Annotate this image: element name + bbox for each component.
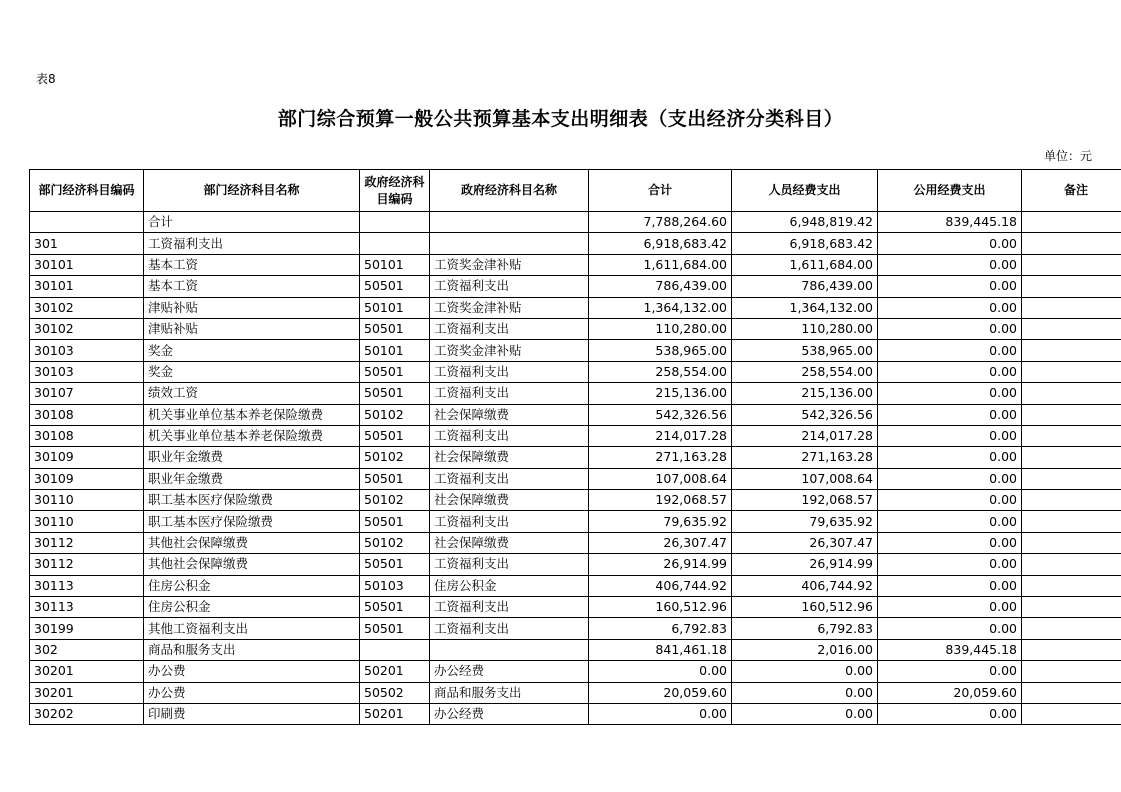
cell-gov-code: 50501 [360, 318, 430, 339]
cell-total: 192,068.57 [589, 490, 732, 511]
cell-gov-code: 50501 [360, 511, 430, 532]
cell-dept-code: 301 [30, 233, 144, 254]
cell-dept-name: 基本工资 [144, 254, 360, 275]
cell-gov-code [360, 233, 430, 254]
unit-label: 单位：元 [1043, 149, 1092, 163]
cell-dept-code: 30102 [30, 297, 144, 318]
cell-gov-code: 50501 [360, 468, 430, 489]
cell-remark [1022, 383, 1121, 404]
cell-personnel: 215,136.00 [732, 383, 878, 404]
cell-remark [1022, 661, 1121, 682]
cell-dept-name: 机关事业单位基本养老保险缴费 [144, 404, 360, 425]
cell-dept-code: 30201 [30, 661, 144, 682]
table-row [30, 383, 1121, 404]
cell-dept-name: 住房公积金 [144, 575, 360, 596]
cell-dept-name: 住房公积金 [144, 597, 360, 618]
cell-gov-name: 工资福利支出 [430, 383, 589, 404]
table-row [30, 511, 1121, 532]
cell-gov-name: 社会保障缴费 [430, 447, 589, 468]
table-row [30, 661, 1121, 682]
header-total: 合计 [589, 170, 732, 212]
cell-public: 0.00 [878, 575, 1022, 596]
cell-dept-code: 302 [30, 639, 144, 660]
cell-remark [1022, 425, 1121, 446]
cell-dept-name: 职业年金缴费 [144, 447, 360, 468]
cell-remark [1022, 212, 1121, 233]
cell-dept-code: 30110 [30, 511, 144, 532]
header-personnel: 人员经费支出 [732, 170, 878, 212]
cell-gov-code: 50101 [360, 254, 430, 275]
cell-public: 839,445.18 [878, 212, 1022, 233]
cell-gov-name: 工资福利支出 [430, 318, 589, 339]
cell-total: 1,611,684.00 [589, 254, 732, 275]
cell-personnel: 26,914.99 [732, 554, 878, 575]
cell-public: 0.00 [878, 233, 1022, 254]
cell-dept-name: 印刷费 [144, 703, 360, 724]
cell-gov-name: 社会保障缴费 [430, 532, 589, 553]
cell-remark [1022, 254, 1121, 275]
cell-public: 0.00 [878, 618, 1022, 639]
cell-gov-code [360, 212, 430, 233]
table-row [30, 254, 1121, 275]
table-row [30, 404, 1121, 425]
cell-dept-name: 津贴补贴 [144, 297, 360, 318]
cell-dept-name: 基本工资 [144, 276, 360, 297]
cell-public: 0.00 [878, 361, 1022, 382]
cell-public: 0.00 [878, 597, 1022, 618]
cell-total: 1,364,132.00 [589, 297, 732, 318]
cell-personnel: 214,017.28 [732, 425, 878, 446]
table-body [30, 212, 1121, 725]
cell-dept-name: 绩效工资 [144, 383, 360, 404]
cell-remark [1022, 233, 1121, 254]
cell-remark [1022, 361, 1121, 382]
cell-total: 271,163.28 [589, 447, 732, 468]
cell-dept-name: 其他工资福利支出 [144, 618, 360, 639]
cell-public: 0.00 [878, 425, 1022, 446]
table-row [30, 703, 1121, 724]
cell-gov-name: 社会保障缴费 [430, 490, 589, 511]
cell-public: 0.00 [878, 703, 1022, 724]
cell-total: 20,059.60 [589, 682, 732, 703]
table-row [30, 618, 1121, 639]
cell-dept-code: 30102 [30, 318, 144, 339]
cell-personnel: 107,008.64 [732, 468, 878, 489]
cell-gov-code [360, 639, 430, 660]
table-row [30, 447, 1121, 468]
cell-total: 7,788,264.60 [589, 212, 732, 233]
cell-remark [1022, 511, 1121, 532]
cell-personnel: 110,280.00 [732, 318, 878, 339]
cell-dept-code: 30112 [30, 532, 144, 553]
cell-personnel: 271,163.28 [732, 447, 878, 468]
cell-gov-code: 50501 [360, 276, 430, 297]
cell-dept-name: 机关事业单位基本养老保险缴费 [144, 425, 360, 446]
cell-personnel: 192,068.57 [732, 490, 878, 511]
cell-gov-name [430, 639, 589, 660]
table-row [30, 361, 1121, 382]
budget-table [29, 169, 1121, 725]
table-row [30, 340, 1121, 361]
cell-dept-code: 30108 [30, 425, 144, 446]
cell-gov-code: 50501 [360, 618, 430, 639]
cell-gov-code: 50501 [360, 361, 430, 382]
table-row [30, 233, 1121, 254]
cell-personnel: 1,611,684.00 [732, 254, 878, 275]
cell-gov-name: 工资福利支出 [430, 554, 589, 575]
cell-gov-code: 50201 [360, 661, 430, 682]
cell-remark [1022, 618, 1121, 639]
cell-gov-name: 工资奖金津补贴 [430, 297, 589, 318]
cell-total: 841,461.18 [589, 639, 732, 660]
cell-personnel: 1,364,132.00 [732, 297, 878, 318]
cell-personnel: 538,965.00 [732, 340, 878, 361]
cell-remark [1022, 468, 1121, 489]
cell-public: 0.00 [878, 554, 1022, 575]
cell-public: 839,445.18 [878, 639, 1022, 660]
table-row [30, 212, 1121, 233]
cell-gov-name [430, 233, 589, 254]
cell-gov-code: 50201 [360, 703, 430, 724]
header-dept-code: 部门经济科目编码 [30, 170, 144, 212]
cell-remark [1022, 597, 1121, 618]
cell-dept-name: 其他社会保障缴费 [144, 554, 360, 575]
cell-public: 0.00 [878, 490, 1022, 511]
cell-personnel: 0.00 [732, 682, 878, 703]
cell-remark [1022, 554, 1121, 575]
cell-dept-name: 合计 [144, 212, 360, 233]
cell-total: 258,554.00 [589, 361, 732, 382]
cell-gov-name: 工资福利支出 [430, 511, 589, 532]
cell-total: 26,914.99 [589, 554, 732, 575]
table-row [30, 276, 1121, 297]
cell-gov-name: 工资福利支出 [430, 425, 589, 446]
cell-gov-code: 50103 [360, 575, 430, 596]
cell-dept-code [30, 212, 144, 233]
cell-public: 0.00 [878, 383, 1022, 404]
table-row [30, 490, 1121, 511]
cell-remark [1022, 490, 1121, 511]
cell-gov-name: 商品和服务支出 [430, 682, 589, 703]
cell-gov-name: 办公经费 [430, 703, 589, 724]
table-row [30, 318, 1121, 339]
cell-gov-name: 工资福利支出 [430, 361, 589, 382]
cell-gov-code: 50101 [360, 297, 430, 318]
cell-dept-name: 办公费 [144, 682, 360, 703]
cell-gov-name: 工资福利支出 [430, 597, 589, 618]
cell-remark [1022, 639, 1121, 660]
cell-dept-name: 其他社会保障缴费 [144, 532, 360, 553]
cell-personnel: 0.00 [732, 703, 878, 724]
cell-total: 6,792.83 [589, 618, 732, 639]
cell-remark [1022, 340, 1121, 361]
cell-personnel: 6,918,683.42 [732, 233, 878, 254]
cell-gov-name: 社会保障缴费 [430, 404, 589, 425]
header-dept-name: 部门经济科目名称 [144, 170, 360, 212]
cell-dept-code: 30112 [30, 554, 144, 575]
cell-dept-code: 30108 [30, 404, 144, 425]
cell-total: 215,136.00 [589, 383, 732, 404]
cell-dept-code: 30101 [30, 276, 144, 297]
cell-public: 0.00 [878, 276, 1022, 297]
cell-remark [1022, 575, 1121, 596]
cell-personnel: 26,307.47 [732, 532, 878, 553]
cell-dept-name: 职工基本医疗保险缴费 [144, 490, 360, 511]
cell-public: 0.00 [878, 340, 1022, 361]
cell-gov-name: 办公经费 [430, 661, 589, 682]
table-row [30, 468, 1121, 489]
cell-public: 0.00 [878, 254, 1022, 275]
cell-public: 0.00 [878, 661, 1022, 682]
cell-remark [1022, 532, 1121, 553]
header-gov-name: 政府经济科目名称 [430, 170, 589, 212]
table-row [30, 575, 1121, 596]
cell-public: 0.00 [878, 511, 1022, 532]
cell-gov-code: 50502 [360, 682, 430, 703]
table-number: 表8 [36, 72, 56, 86]
cell-personnel: 786,439.00 [732, 276, 878, 297]
cell-total: 406,744.92 [589, 575, 732, 596]
cell-dept-code: 30103 [30, 361, 144, 382]
header-gov-code: 政府经济科目编码 [360, 170, 430, 212]
cell-gov-name: 工资福利支出 [430, 468, 589, 489]
cell-dept-name: 奖金 [144, 340, 360, 361]
cell-gov-code: 50102 [360, 532, 430, 553]
cell-dept-code: 30110 [30, 490, 144, 511]
cell-dept-code: 30107 [30, 383, 144, 404]
cell-dept-code: 30201 [30, 682, 144, 703]
cell-public: 0.00 [878, 318, 1022, 339]
cell-remark [1022, 682, 1121, 703]
cell-personnel: 79,635.92 [732, 511, 878, 532]
cell-total: 107,008.64 [589, 468, 732, 489]
cell-remark [1022, 703, 1121, 724]
cell-total: 0.00 [589, 703, 732, 724]
cell-total: 542,326.56 [589, 404, 732, 425]
cell-personnel: 6,792.83 [732, 618, 878, 639]
cell-gov-name: 工资福利支出 [430, 618, 589, 639]
cell-personnel: 406,744.92 [732, 575, 878, 596]
cell-total: 786,439.00 [589, 276, 732, 297]
cell-public: 0.00 [878, 532, 1022, 553]
header-row [30, 170, 1121, 212]
cell-personnel: 542,326.56 [732, 404, 878, 425]
cell-total: 79,635.92 [589, 511, 732, 532]
cell-remark [1022, 297, 1121, 318]
cell-total: 6,918,683.42 [589, 233, 732, 254]
cell-public: 0.00 [878, 447, 1022, 468]
cell-dept-name: 职业年金缴费 [144, 468, 360, 489]
table-row [30, 597, 1121, 618]
table-row [30, 425, 1121, 446]
cell-personnel: 258,554.00 [732, 361, 878, 382]
cell-gov-code: 50501 [360, 425, 430, 446]
cell-total: 26,307.47 [589, 532, 732, 553]
table-row [30, 532, 1121, 553]
table-row [30, 682, 1121, 703]
cell-gov-code: 50501 [360, 554, 430, 575]
page-title: 部门综合预算一般公共预算基本支出明细表（支出经济分类科目） [277, 108, 844, 130]
cell-gov-code: 50101 [360, 340, 430, 361]
cell-dept-name: 工资福利支出 [144, 233, 360, 254]
cell-dept-code: 30113 [30, 575, 144, 596]
cell-personnel: 0.00 [732, 661, 878, 682]
cell-remark [1022, 447, 1121, 468]
cell-remark [1022, 404, 1121, 425]
cell-dept-code: 30113 [30, 597, 144, 618]
cell-total: 160,512.96 [589, 597, 732, 618]
cell-gov-name: 工资福利支出 [430, 276, 589, 297]
cell-dept-name: 奖金 [144, 361, 360, 382]
table-row [30, 554, 1121, 575]
cell-gov-name: 住房公积金 [430, 575, 589, 596]
table-header [30, 170, 1121, 212]
cell-gov-name: 工资奖金津补贴 [430, 254, 589, 275]
cell-gov-code: 50501 [360, 597, 430, 618]
cell-public: 0.00 [878, 468, 1022, 489]
cell-gov-code: 50102 [360, 447, 430, 468]
cell-dept-name: 办公费 [144, 661, 360, 682]
cell-dept-code: 30101 [30, 254, 144, 275]
header-remark: 备注 [1022, 170, 1121, 212]
cell-dept-code: 30202 [30, 703, 144, 724]
cell-gov-code: 50102 [360, 404, 430, 425]
cell-dept-code: 30109 [30, 468, 144, 489]
table-row [30, 639, 1121, 660]
cell-dept-name: 津贴补贴 [144, 318, 360, 339]
cell-total: 538,965.00 [589, 340, 732, 361]
cell-dept-name: 商品和服务支出 [144, 639, 360, 660]
cell-personnel: 2,016.00 [732, 639, 878, 660]
cell-dept-code: 30199 [30, 618, 144, 639]
cell-gov-code: 50102 [360, 490, 430, 511]
cell-total: 110,280.00 [589, 318, 732, 339]
cell-gov-name: 工资奖金津补贴 [430, 340, 589, 361]
cell-total: 214,017.28 [589, 425, 732, 446]
cell-gov-code: 50501 [360, 383, 430, 404]
table-row [30, 297, 1121, 318]
cell-dept-code: 30109 [30, 447, 144, 468]
cell-dept-name: 职工基本医疗保险缴费 [144, 511, 360, 532]
cell-public: 0.00 [878, 297, 1022, 318]
cell-personnel: 6,948,819.42 [732, 212, 878, 233]
cell-remark [1022, 276, 1121, 297]
cell-public: 20,059.60 [878, 682, 1022, 703]
cell-dept-code: 30103 [30, 340, 144, 361]
cell-total: 0.00 [589, 661, 732, 682]
cell-gov-name [430, 212, 589, 233]
header-public: 公用经费支出 [878, 170, 1022, 212]
cell-public: 0.00 [878, 404, 1022, 425]
cell-personnel: 160,512.96 [732, 597, 878, 618]
cell-remark [1022, 318, 1121, 339]
